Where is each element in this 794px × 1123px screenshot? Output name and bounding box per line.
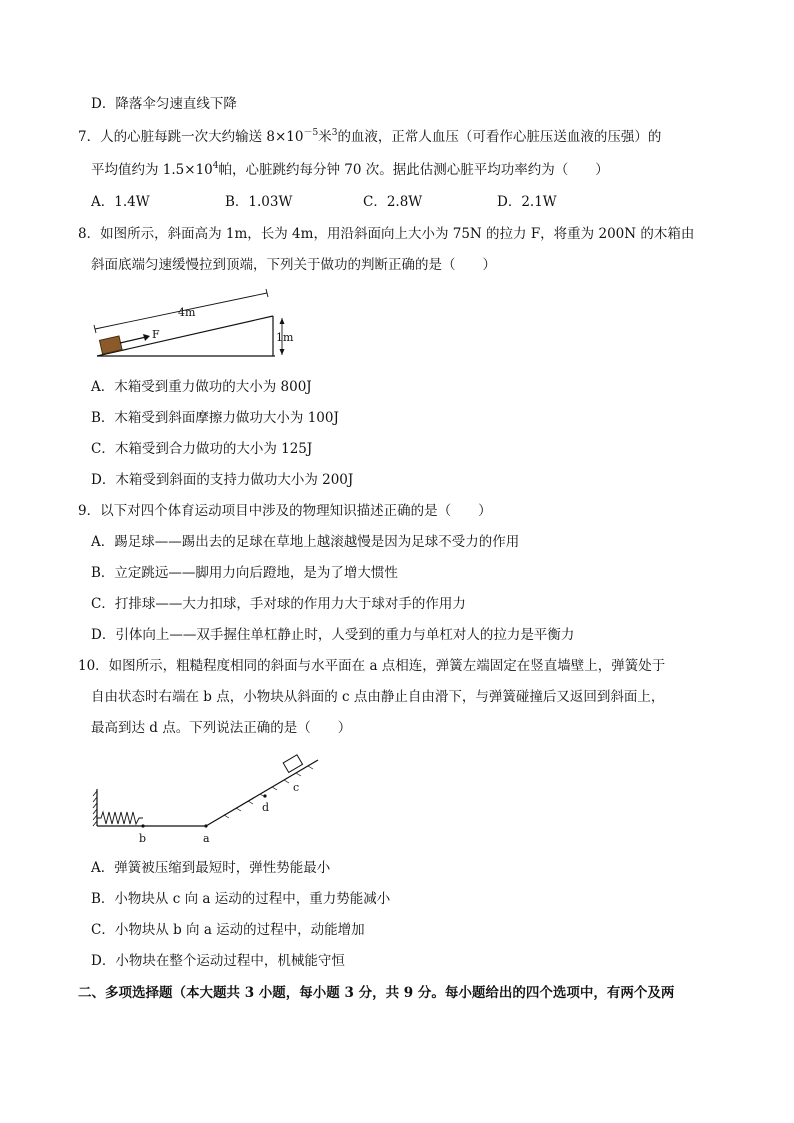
q10-option-c: C．小物块从 b 向 a 运动的过程中，动能增加 xyxy=(91,922,365,938)
q9-option-b: B．立定跳远——脚用力向后蹬地，是为了增大惯性 xyxy=(91,565,398,581)
q7-option-d: D．2.1W xyxy=(497,194,557,210)
q8-option-c: C．木箱受到合力做功的大小为 125J xyxy=(91,441,313,457)
q7-stem-line2: 平均值约为 $1.5\times 10^4$帕，心脏跳约每分钟 70 次。据此估测心脏平均功率约为（ ） xyxy=(91,161,609,178)
point-a-label: a xyxy=(203,832,210,845)
q10-option-a: A．弹簧被压缩到最短时，弹性势能最小 xyxy=(91,860,331,876)
q8-option-b: B．木箱受到斜面摩擦力做功大小为 100J xyxy=(91,410,339,426)
q7-option-a: A．1.4W xyxy=(91,194,150,210)
q10-spring-figure xyxy=(93,755,318,845)
point-c-label: c xyxy=(293,781,300,794)
q10-stem-line2: 自由状态时右端在 b 点，小物块从斜面的 c 点由静止自由滑下，与弹簧碰撞后又返回到斜面上， xyxy=(91,689,665,705)
q9-option-c: C．打排球——大力扣球，手对球的作用力大于球对手的作用力 xyxy=(91,596,466,612)
q8-option-a: A．木箱受到重力做功的大小为 800J xyxy=(91,379,312,395)
q10-stem-line1: 10．如图所示，粗糙程度相同的斜面与水平面在 a 点相连，弹簧左端固定在竖直墙壁上，弹簧处于 xyxy=(78,658,666,674)
spring xyxy=(97,812,143,824)
q6-option-d: D．降落伞匀速直线下降 xyxy=(91,96,237,112)
length-label: 4m xyxy=(178,306,196,319)
q8-stem-line1: 8．如图所示，斜面高为 1m，长为 4m，用沿斜面向上大小为 75N 的拉力 F，将重为 200N 的木箱由 xyxy=(78,226,695,242)
q10-stem-line3: 最高到达 d 点。下列说法正确的是（ ） xyxy=(91,720,352,736)
q7-option-b: B．1.03W xyxy=(225,194,293,210)
q9-option-a: A．踢足球——踢出去的足球在草地上越滚越慢是因为足球不受力的作用 xyxy=(91,534,520,550)
q9-option-d: D．引体向上——双手握住单杠静止时，人受到的重力与单杠对人的拉力是平衡力 xyxy=(91,627,575,643)
q7-stem-line1: 7．人的心脏每跳一次大约输送 $8\times 10^{-5}$米$^3$的血液，正常人血压（可看作心脏压送血液的压强）的 xyxy=(78,128,662,145)
point-d-label: d xyxy=(262,801,270,814)
q8-option-d: D．木箱受到斜面的支持力做功大小为 200J xyxy=(91,472,354,488)
height-label: 1m xyxy=(276,331,294,344)
q8-stem-line2: 斜面底端匀速缓慢拉到顶端，下列关于做功的判断正确的是（ ） xyxy=(91,257,496,273)
q8-incline-figure xyxy=(94,289,294,356)
q7-option-c: C．2.8W xyxy=(363,194,423,210)
slope xyxy=(206,760,318,826)
q9-stem: 9．以下对四个体育运动项目中涉及的物理知识描述正确的是（ ） xyxy=(78,503,492,519)
small-block xyxy=(283,755,302,773)
q10-option-d: D．小物块在整个运动过程中，机械能守恒 xyxy=(91,953,345,969)
q10-option-b: B．小物块从 c 向 a 运动的过程中，重力势能减小 xyxy=(91,891,391,907)
force-arrow xyxy=(120,337,146,343)
force-label: F xyxy=(152,328,160,341)
incline-slope xyxy=(97,316,273,356)
section2-heading: 二、多项选择题（本大题共 3 小题，每小题 3 分，共 9 分。每小题给出的四个选项中，有两个及两 xyxy=(78,985,675,1001)
point-b-label: b xyxy=(139,832,147,845)
